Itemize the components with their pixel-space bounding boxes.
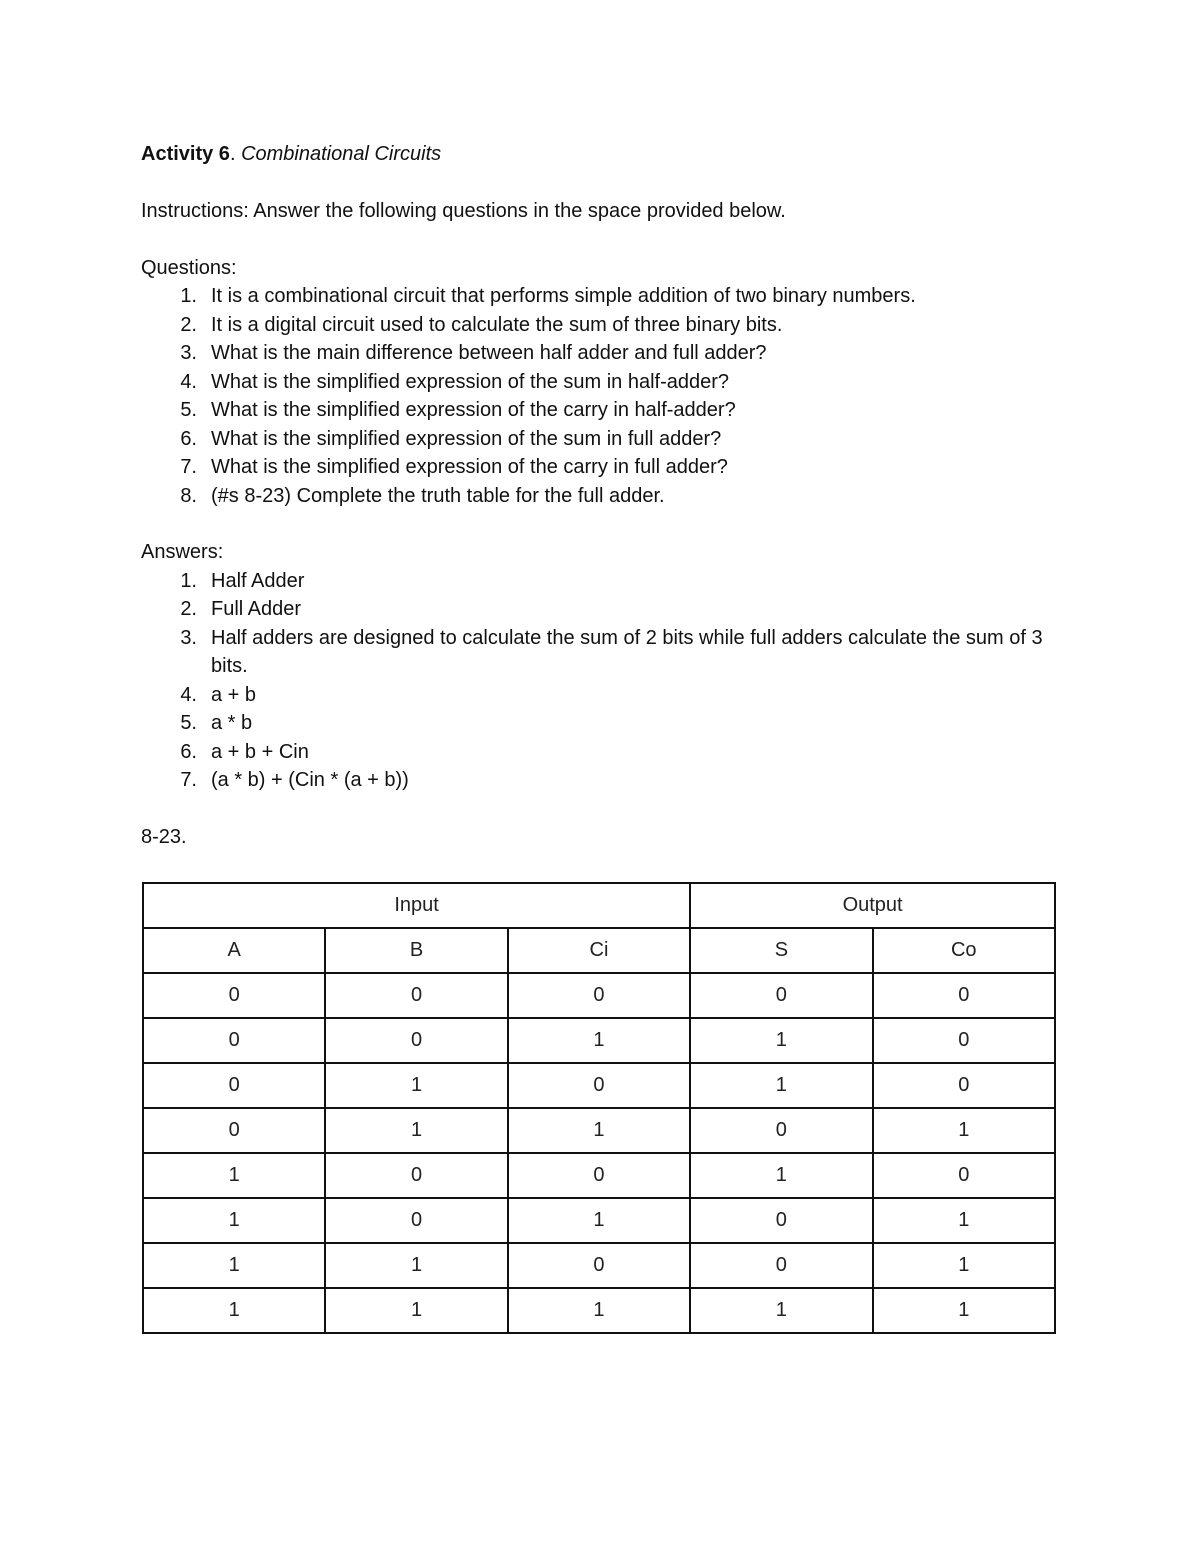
column-header: Ci	[508, 928, 690, 973]
table-cell: 0	[325, 1153, 507, 1198]
answer-number: 3.	[180, 626, 197, 649]
table-cell: 0	[143, 973, 325, 1018]
column-header-row	[143, 928, 1055, 973]
question-number: 1.	[180, 285, 197, 307]
table-row	[143, 973, 1055, 1018]
table-cell: 0	[325, 1198, 507, 1243]
answer-item	[141, 738, 1061, 767]
table-cell: 1	[143, 1288, 325, 1333]
table-row	[143, 1108, 1055, 1153]
answers-label: Answers:	[141, 541, 224, 563]
question-item	[141, 282, 1061, 311]
heading-separator: .	[229, 143, 242, 165]
question-item	[141, 453, 1061, 482]
table-cell: 1	[325, 1243, 507, 1288]
answer-item	[141, 567, 1061, 596]
question-item	[141, 396, 1061, 425]
table-cell: 0	[325, 1018, 507, 1063]
answer-item	[141, 681, 1061, 710]
table-cell: 0	[873, 1153, 1055, 1198]
answer-text: a + b	[211, 683, 257, 706]
table-cell: 1	[143, 1198, 325, 1243]
answer-text: Half adders are designed to calculate the sum of 2 bits while full adders calculate the sum of 3 bits.	[211, 626, 1043, 677]
question-number: 7.	[180, 456, 197, 478]
question-number: 5.	[180, 399, 197, 421]
answer-text: Half Adder	[211, 569, 305, 592]
answer-item	[141, 624, 1061, 681]
answer-item	[141, 766, 1061, 795]
questions-label: Questions:	[141, 256, 237, 279]
table-cell: 1	[873, 1288, 1055, 1333]
table-row	[143, 1153, 1055, 1198]
input-group-header: Input	[143, 883, 690, 928]
answer-number: 4.	[180, 683, 197, 706]
question-item	[141, 311, 1061, 340]
column-header: B	[325, 928, 507, 973]
question-number: 6.	[180, 427, 197, 450]
spacer	[141, 795, 1061, 823]
table-cell: 1	[873, 1108, 1055, 1153]
table-cell: 1	[690, 1153, 872, 1198]
table-cell: 0	[690, 1198, 872, 1243]
question-text: What is the simplified expression of the sum in half-adder?	[211, 370, 730, 393]
group-header-row	[143, 883, 1055, 928]
document-body	[141, 139, 1061, 851]
table-cell: 0	[508, 1063, 690, 1108]
table-cell: 0	[143, 1063, 325, 1108]
answer-text: a + b + Cin	[211, 740, 309, 763]
column-header: Co	[873, 928, 1055, 973]
answer-number: 2.	[180, 598, 197, 620]
question-number: 4.	[180, 370, 197, 393]
table-cell: 1	[143, 1243, 325, 1288]
answer-number: 6.	[180, 740, 197, 763]
table-cell: 0	[325, 973, 507, 1018]
answer-number: 7.	[180, 769, 197, 791]
table-row	[143, 1018, 1055, 1063]
answer-number: 1.	[180, 569, 197, 592]
table-cell: 0	[508, 1153, 690, 1198]
question-number: 8.	[180, 484, 197, 507]
spacer	[141, 169, 1061, 197]
table-cell: 1	[873, 1198, 1055, 1243]
question-text: What is the simplified expression of the sum in full adder?	[211, 427, 722, 450]
question-item	[141, 339, 1061, 368]
instructions-text: Instructions: Answer the following questions in the space provided below.	[141, 200, 786, 222]
table-cell: 0	[873, 1018, 1055, 1063]
table-cell: 1	[508, 1018, 690, 1063]
table-cell: 0	[508, 973, 690, 1018]
answer-item	[141, 595, 1061, 624]
question-item	[141, 482, 1061, 511]
column-header: A	[143, 928, 325, 973]
table-cell: 1	[325, 1108, 507, 1153]
question-text: It is a combinational circuit that performs simple addition of two binary numbers.	[211, 285, 916, 307]
table-cell: 1	[690, 1063, 872, 1108]
question-number: 3.	[180, 342, 197, 364]
table-cell: 0	[873, 1063, 1055, 1108]
question-number: 2.	[180, 313, 197, 336]
table-cell: 0	[690, 1243, 872, 1288]
table-cell: 0	[873, 973, 1055, 1018]
answers-list	[141, 567, 1061, 795]
spacer	[141, 510, 1061, 538]
question-text: What is the main difference between half adder and full adder?	[211, 342, 767, 364]
table-cell: 0	[143, 1108, 325, 1153]
question-text: What is the simplified expression of the carry in half-adder?	[211, 399, 736, 421]
spacer	[141, 226, 1061, 254]
question-text: What is the simplified expression of the carry in full adder?	[211, 456, 728, 478]
table-cell: 1	[873, 1243, 1055, 1288]
table-row	[143, 1063, 1055, 1108]
question-item	[141, 368, 1061, 397]
answer-item	[141, 709, 1061, 738]
answer-text: Full Adder	[211, 598, 302, 620]
table-cell: 1	[690, 1288, 872, 1333]
table-cell: 1	[508, 1288, 690, 1333]
table-cell: 1	[690, 1018, 872, 1063]
output-group-header: Output	[690, 883, 1055, 928]
activity-title: Combinational Circuits	[241, 143, 442, 165]
table-row	[143, 1288, 1055, 1333]
table-row	[143, 1198, 1055, 1243]
table-cell: 1	[508, 1198, 690, 1243]
truth-table	[142, 882, 1056, 1334]
table-cell: 1	[325, 1288, 507, 1333]
table-cell: 1	[143, 1153, 325, 1198]
question-item	[141, 425, 1061, 454]
table-cell: 0	[690, 1108, 872, 1153]
column-header: S	[690, 928, 872, 973]
table-cell: 1	[325, 1063, 507, 1108]
table-cell: 0	[690, 973, 872, 1018]
question-text: It is a digital circuit used to calculate the sum of three binary bits.	[211, 313, 783, 336]
activity-number: Activity 6	[141, 143, 230, 165]
questions-list	[141, 282, 1061, 510]
table-cell: 1	[508, 1108, 690, 1153]
activity-heading	[141, 139, 1061, 169]
answer-text: (a * b) + (Cin * (a + b))	[211, 769, 409, 791]
answer-number: 5.	[180, 712, 197, 734]
answer-text: a * b	[211, 712, 253, 734]
table-label: 8-23.	[141, 825, 187, 848]
table-row	[143, 1243, 1055, 1288]
question-text: (#s 8-23) Complete the truth table for the full adder.	[211, 484, 665, 507]
table-cell: 0	[143, 1018, 325, 1063]
table-cell: 0	[508, 1243, 690, 1288]
